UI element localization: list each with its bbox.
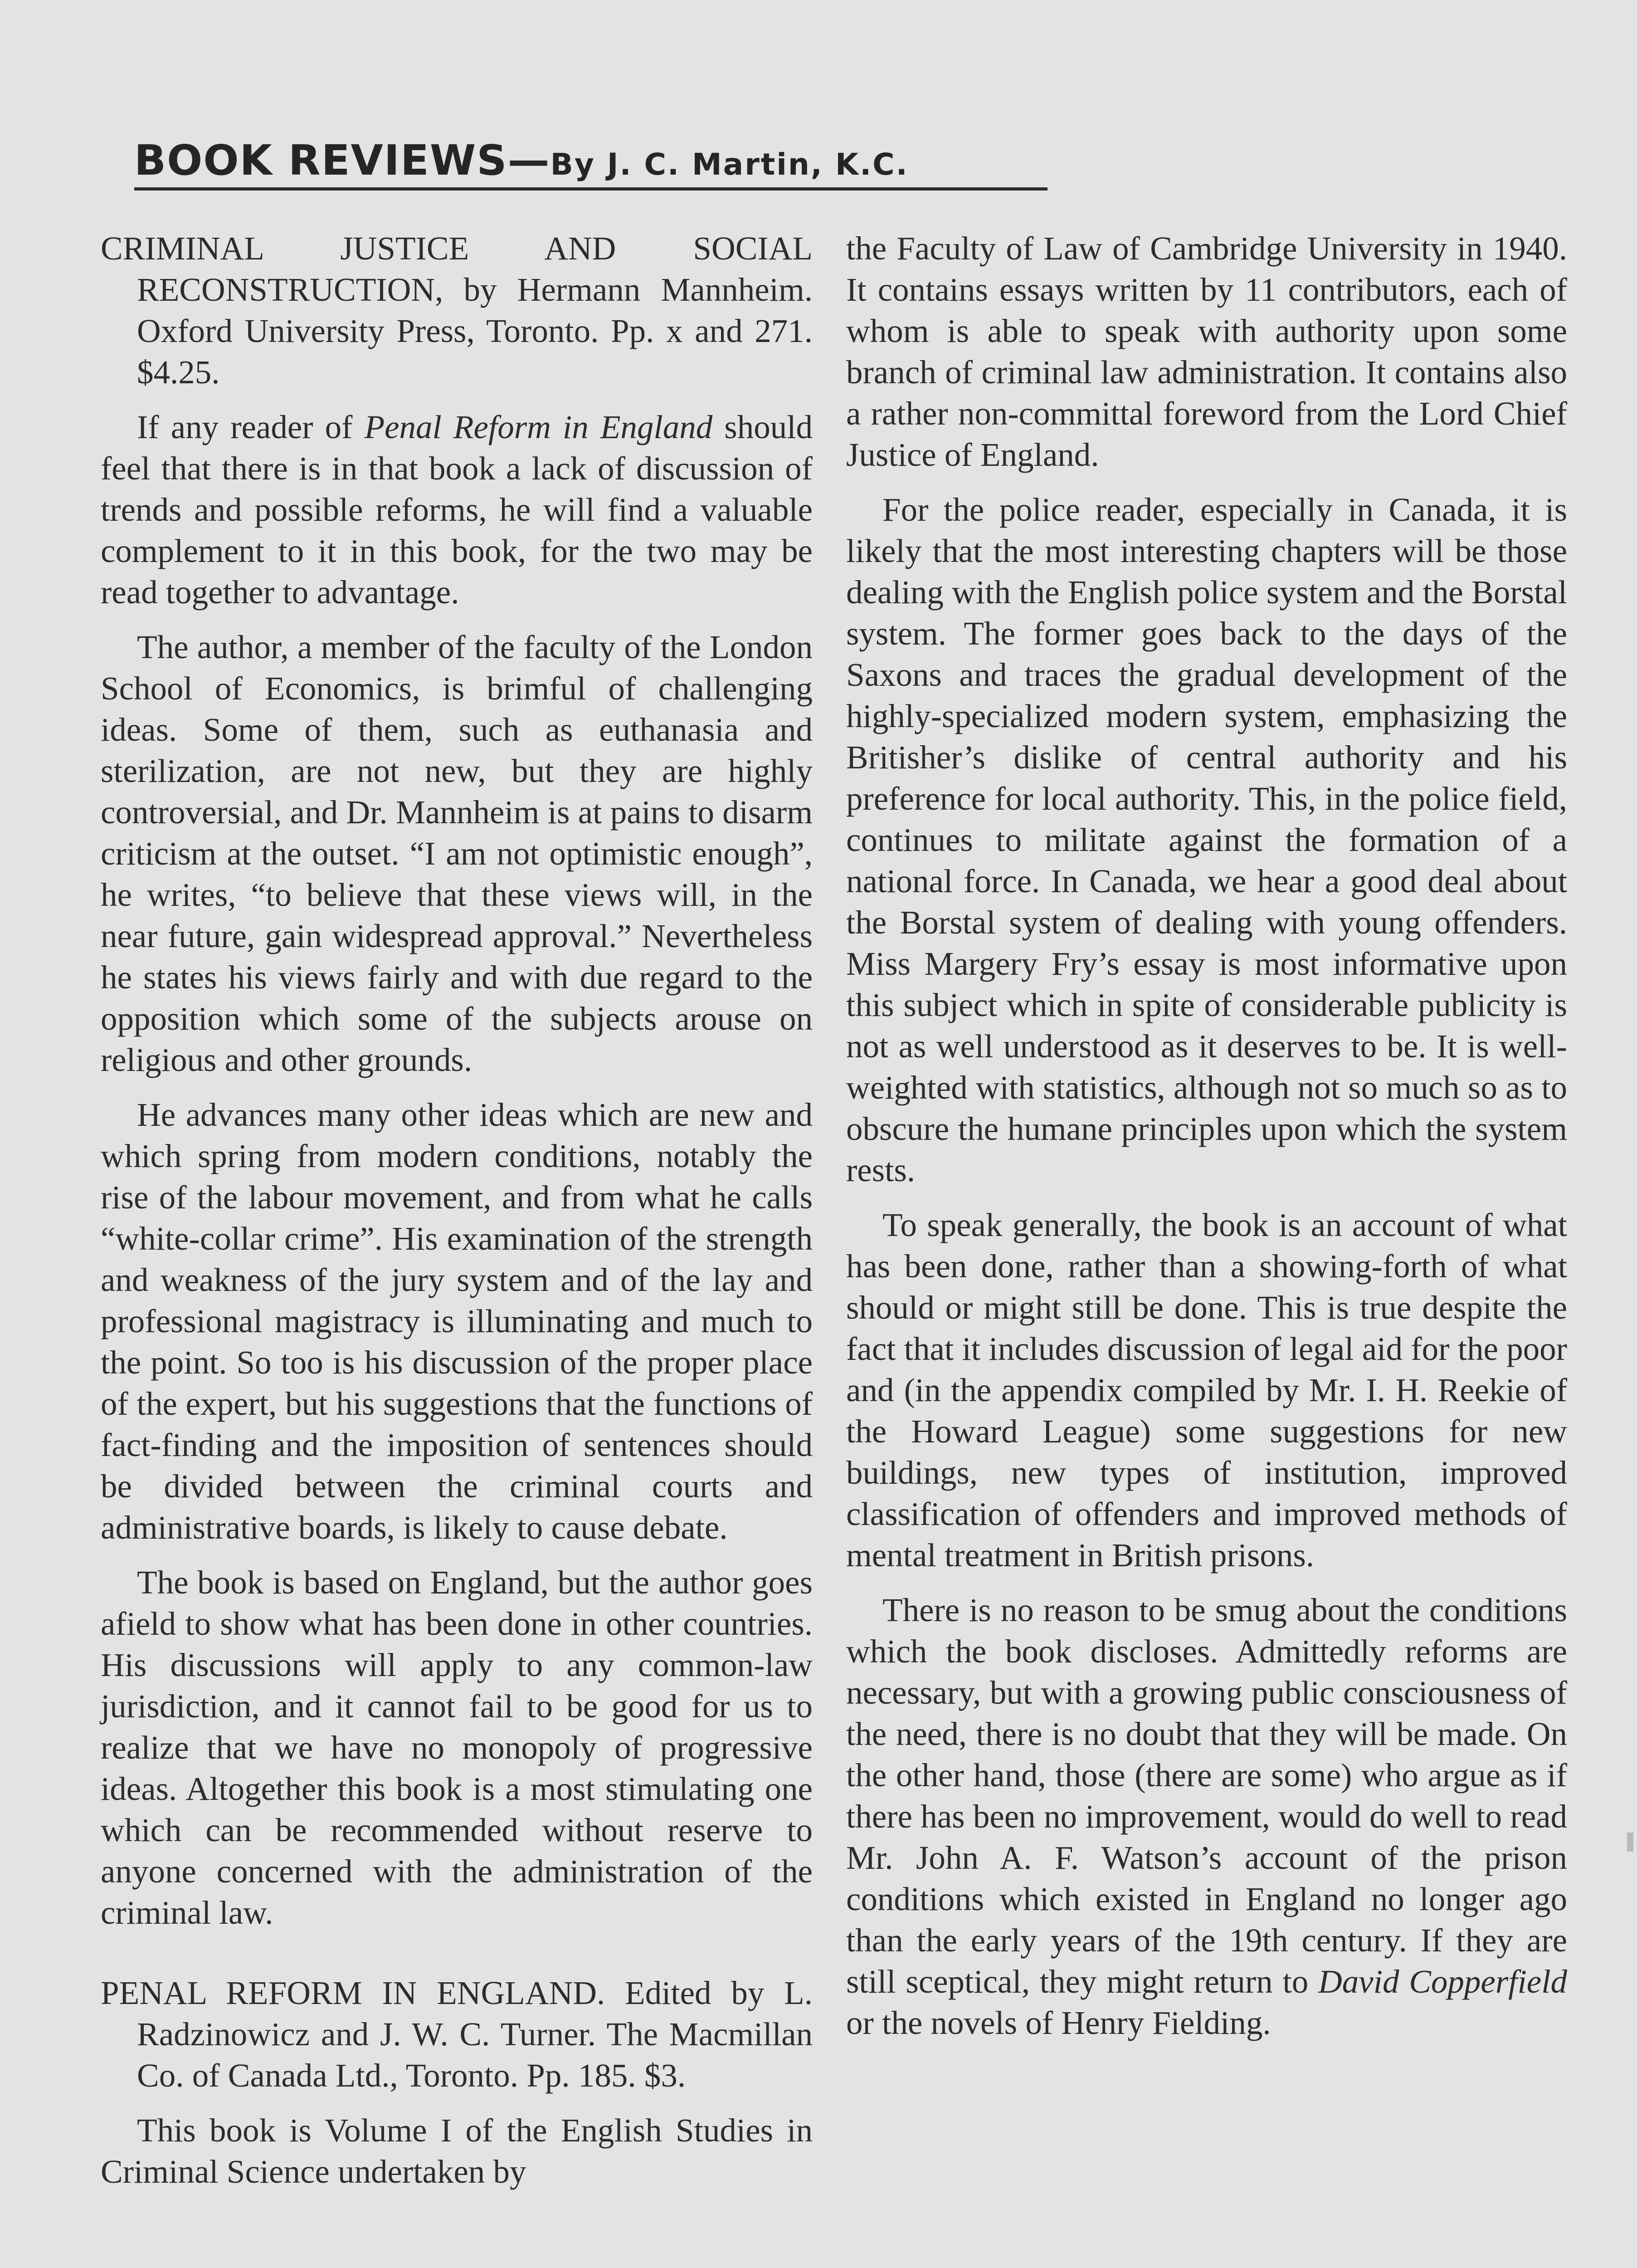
book-reference-criminal-justice: CRIMINAL JUSTICE AND SOCIAL RECONSTRUCTION, by Hermann Mannheim. Oxford University Press, Toronto. Pp. x and 271. $4.25. [101,230,813,391]
paragraph-text: There is no reason to be smug about the conditions which the book discloses. Admittedly reforms are necessary, but with a growing public consciousness of the need, there is no doubt that they will be made. On the other hand, those (there are some) who argue as if there has been no improvement, would do well to read Mr. John A. F. Watson’s account of the prison conditions which existed in England no longer ago than the early years of the 19th century. If they are still sceptical, they might return to [846,1592,1567,2000]
paragraph-text: or the novels of Henry Fielding. [846,2004,1271,2041]
paragraph-text: should feel that there is in that book a lack of discussion of trends and possible reforms, he will find a valuable complement to it in this book, for the two may be read together to advantage. [101,409,813,611]
left-column [101,228,813,2206]
margin-mark [1627,1833,1633,1852]
review-paragraph: He advances many other ideas which are new and which spring from modern conditions, notably the rise of the labour movement, and from what he calls “white-collar crime”. His examination of the strength and weakness of the jury system and of the lay and professional magistracy is illuminating and much to the point. So too is his discussion of the proper place of the expert, but his suggestions that the functions of fact-finding and the imposition of sentences should be divided between the criminal courts and administrative boards, is likely to cause debate. [101,1096,813,1546]
book-reference-penal-reform: PENAL REFORM IN ENGLAND. Edited by L. Radzinowicz and J. W. C. Turner. The Macmillan Co. of Canada Ltd., Toronto. Pp. 185. $3. [101,1975,813,2094]
paragraph-text: If any reader of [137,409,365,445]
review-paragraph: To speak generally, the book is an account of what has been done, rather than a showing-forth of what should or might still be done. This is true despite the fact that it includes discussion of legal aid for the poor and (in the appendix compiled by Mr. I. H. Reekie of the Howard League) some suggestions for new buildings, new types of institution, improved classification of offenders and improved methods of mental treatment in British prisons. [846,1207,1567,1574]
right-column [846,228,1567,2057]
section-header [134,136,1047,191]
book-title-italic: David Copperfield [1318,1963,1567,2000]
review-paragraph [846,1589,1567,2043]
review-paragraph-continued: the Faculty of Law of Cambridge University in 1940. It contains essays written by 11 contributors, each of whom is able to speak with authority upon some branch of criminal law administration. It contains also a rather non-committal foreword from the Lord Chief Justice of England. [846,230,1567,473]
title-dash: — [507,136,551,185]
review-paragraph: The author, a member of the faculty of the London School of Economics, is brimful of challenging ideas. Some of them, such as euthanasia and sterilization, are not new, but they are highly controversial, and Dr. Mannheim is at pains to disarm criticism at the outset. “I am not optimistic enough”, he writes, “to believe that these views will, in the near future, gain widespread approval.” Nevertheless he states his views fairly and with due regard to the opposition which some of the subjects arouse on religious and other grounds. [101,629,813,1078]
book-title-italic: Penal Reform in England [364,409,713,445]
author-byline: By J. C. Martin, K.C. [550,147,909,182]
review-paragraph: This book is Volume I of the English Studies in Criminal Science undertaken by [101,2112,813,2190]
section-title: BOOK REVIEWS [134,136,508,185]
review-paragraph: For the police reader, especially in Canada, it is likely that the most interesting chapters will be those dealing with the English police system and the Borstal system. The former goes back to the days of the Saxons and traces the gradual development of the highly-specialized modern system, emphasizing the Britisher’s dislike of central authority and his preference for local authority. This, in the police field, continues to militate against the formation of a national force. In Canada, we hear a good deal about the Borstal system of dealing with young offenders. Miss Margery Fry’s essay is most informative upon this subject which in spite of considerable publicity is not as well understood as it deserves to be. It is well-weighted with statistics, although not so much so as to obscure the humane principles upon which the system rests. [846,491,1567,1188]
review-paragraph [101,406,813,613]
review-paragraph: The book is based on England, but the author goes afield to show what has been done in other countries. His discussions will apply to any common-law jurisdiction, and it cannot fail to be good for us to realize that we have no monopoly of progressive ideas. Altogether this book is a most stimulating one which can be recommended without reserve to anyone concerned with the administration of the criminal law. [101,1564,813,1931]
